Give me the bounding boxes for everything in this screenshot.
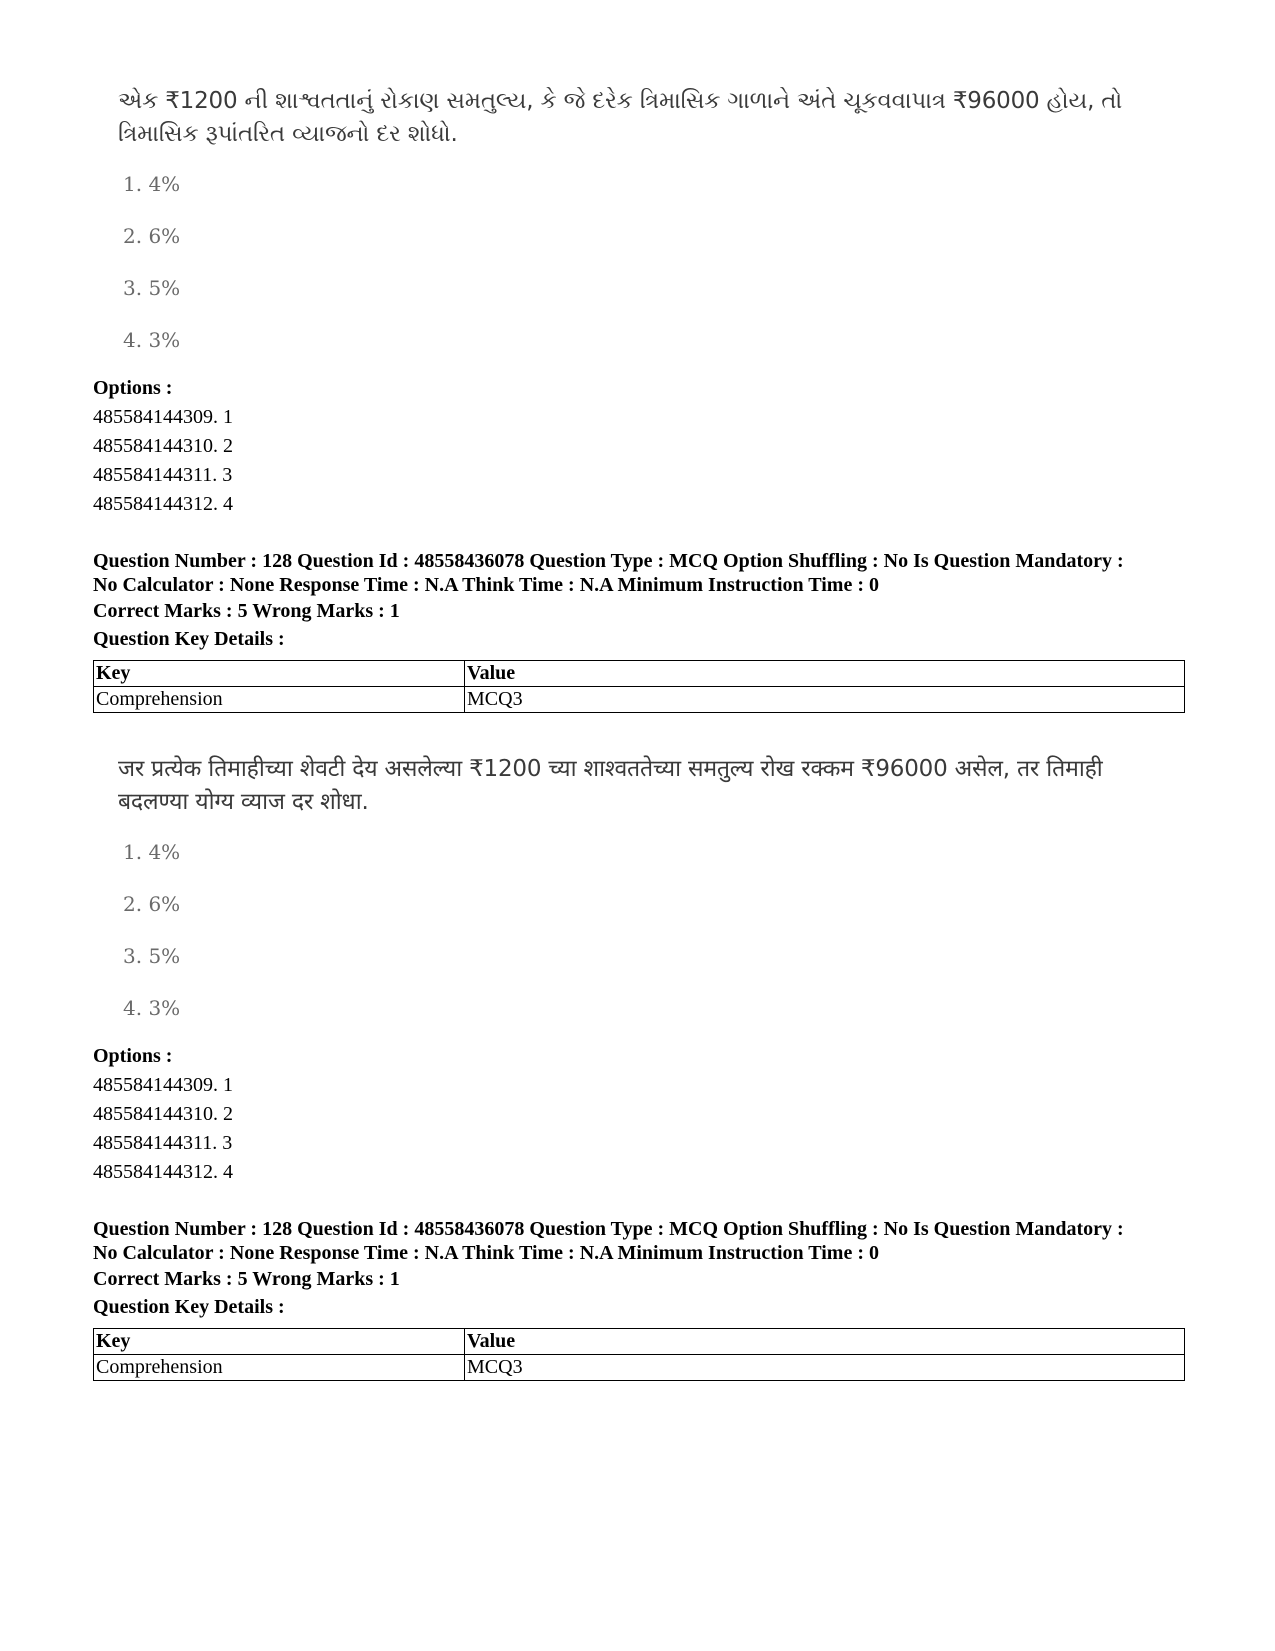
header-value: Value <box>465 661 1185 687</box>
choice-2: 2. 6% <box>123 892 181 916</box>
option-item: 485584144312. 4 <box>93 493 233 515</box>
options-label: Options : <box>93 377 173 399</box>
choice-3: 3. 5% <box>123 944 181 968</box>
option-item: 485584144311. 3 <box>93 464 233 486</box>
option-item: 485584144312. 4 <box>93 1161 233 1183</box>
choice-1: 1. 4% <box>123 840 181 864</box>
options-list <box>93 1071 233 1187</box>
option-item: 485584144309. 1 <box>93 1074 233 1096</box>
options-label: Options : <box>93 1045 173 1067</box>
meta-line-2: No Calculator : None Response Time : N.A Think Time : N.A Minimum Instruction Time : 0 <box>93 1242 879 1264</box>
option-item: 485584144310. 2 <box>93 435 233 457</box>
question-meta <box>93 1217 1193 1265</box>
question-image-marathi <box>118 753 1168 819</box>
table-row <box>94 1355 1185 1381</box>
meta-line-1: Question Number : 128 Question Id : 48558436078 Question Type : MCQ Option Shuffling : No Is Question Mandatory : <box>93 550 1124 572</box>
choice-1: 1. 4% <box>123 172 181 196</box>
cell-value: MCQ3 <box>465 687 1185 713</box>
option-item: 485584144309. 1 <box>93 406 233 428</box>
meta-line-1: Question Number : 128 Question Id : 48558436078 Question Type : MCQ Option Shuffling : No Is Question Mandatory : <box>93 1218 1124 1240</box>
key-details-table <box>93 660 1185 713</box>
marks-line: Correct Marks : 5 Wrong Marks : 1 <box>93 1268 400 1290</box>
table-header-row <box>94 661 1185 687</box>
question-meta <box>93 549 1193 597</box>
marks-line: Correct Marks : 5 Wrong Marks : 1 <box>93 600 400 622</box>
cell-key: Comprehension <box>94 1355 465 1381</box>
choice-2: 2. 6% <box>123 224 181 248</box>
key-details-table <box>93 1328 1185 1381</box>
meta-line-2: No Calculator : None Response Time : N.A Think Time : N.A Minimum Instruction Time : 0 <box>93 574 879 596</box>
table-header-row <box>94 1329 1185 1355</box>
choice-4: 4. 3% <box>123 996 181 1020</box>
cell-value: MCQ3 <box>465 1355 1185 1381</box>
question-image-gujarati <box>118 85 1168 151</box>
question-text: એક ₹1200 ની શાશ્વતતાનું રોકાણ સમતુલ્ય, કે જે દરેક ત્રિમાસિક ગાળાને અંતે ચૂકવવાપાત્ર ₹96000 હોય, તો ત્રિમાસિક રૂપાંતરિત વ્યાજનો દર શોધો. <box>118 88 1123 147</box>
option-item: 485584144310. 2 <box>93 1103 233 1125</box>
choice-3: 3. 5% <box>123 276 181 300</box>
key-details-label: Question Key Details : <box>93 628 285 650</box>
header-value: Value <box>465 1329 1185 1355</box>
table-row <box>94 687 1185 713</box>
header-key: Key <box>94 1329 465 1355</box>
question-text: जर प्रत्येक तिमाहीच्या शेवटी देय असलेल्या ₹1200 च्या शाश्वततेच्या समतुल्य रोख रक्कम ₹96000 असेल, तर तिमाही बदलण्या योग्य व्याज दर शोधा. <box>118 756 1103 815</box>
option-item: 485584144311. 3 <box>93 1132 233 1154</box>
options-list <box>93 403 233 519</box>
header-key: Key <box>94 661 465 687</box>
choice-4: 4. 3% <box>123 328 181 352</box>
cell-key: Comprehension <box>94 687 465 713</box>
key-details-label: Question Key Details : <box>93 1296 285 1318</box>
